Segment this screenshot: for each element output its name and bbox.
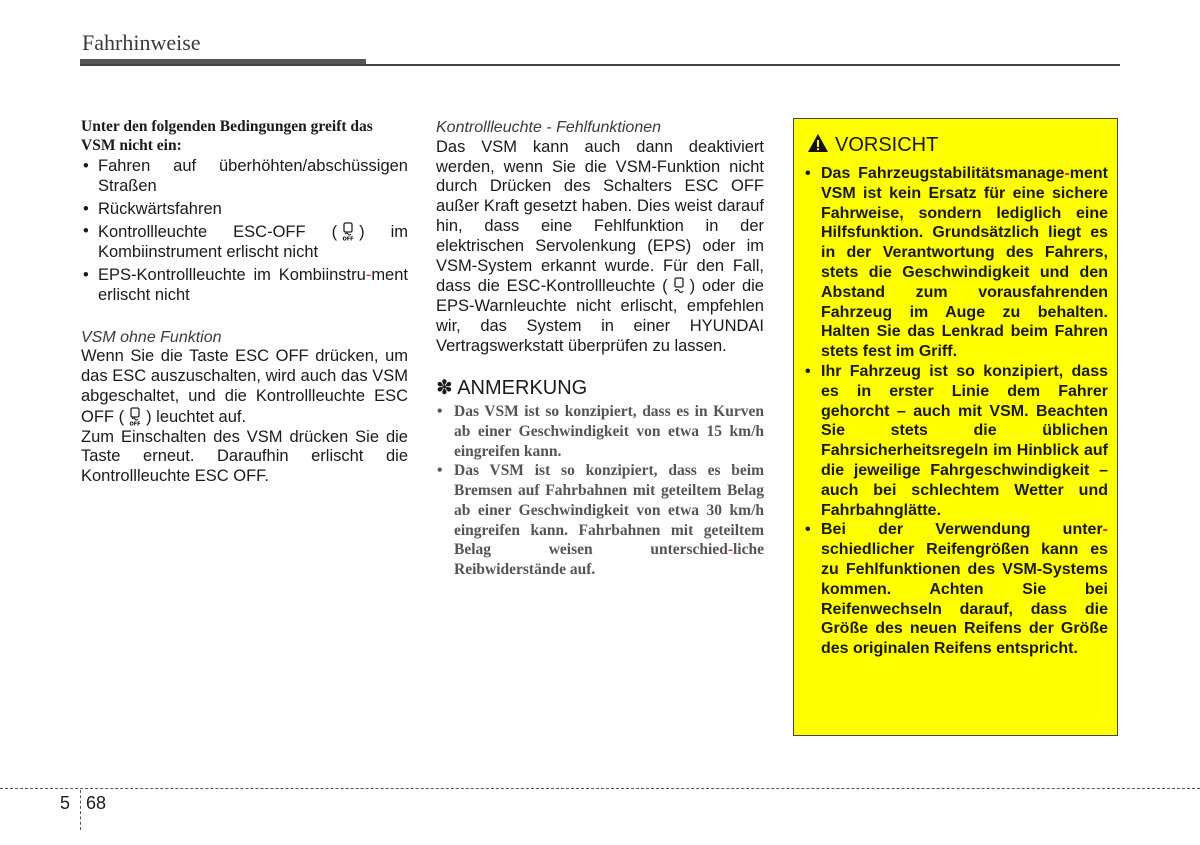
list-item xyxy=(81,222,408,263)
middle-column xyxy=(436,118,764,580)
note-text: Das VSM ist so konzipiert, dass es beim Bremsen auf Fahrbahnen mit geteiltem Belag ab einer Geschwindigkeit von etwa 30 km/h eingreifen kann. Fahrbahnen mit geteiltem Belag weisen unterschied xyxy=(454,462,764,559)
malfunction-text xyxy=(436,138,764,357)
warning-title xyxy=(807,133,938,157)
note-title xyxy=(436,376,764,399)
vsm-off-text-b: ) leuchtet auf. xyxy=(146,407,247,426)
conditions-intro: Unter den folgenden Bedingungen greift das VSM nicht ein: xyxy=(81,118,373,154)
page-title: Fahrhinweise xyxy=(82,30,201,55)
chapter-number: 5 xyxy=(60,793,71,813)
warning-text: Das Fahrzeugstabilitätsmanage xyxy=(821,165,1065,182)
warning-list xyxy=(804,164,1108,659)
hyphen-mark: - xyxy=(727,541,733,559)
vsm-off-text-a: Wenn Sie die Taste ESC OFF drücken, um das ESC auszuschalten, wird auch das VSM abgeschaltet, und die Kontrollleuchte ESC OFF ( xyxy=(81,347,408,426)
hyphen-mark: - xyxy=(1102,521,1108,539)
footer-separator xyxy=(80,790,81,830)
note-list xyxy=(436,402,764,579)
warning-box xyxy=(793,118,1118,736)
list-item: • Ihr Fahrzeug ist so konzipiert, dass es in erster Linie dem Fahrer gehorcht – auch mit VSM. Beachten Sie stets die üblichen Fahrsicherheitsregeln im Hinblick auf die jeweilige Fahrgeschwindigkeit – auch bei schlechtem Wetter und Fahrbahnglätte. xyxy=(804,362,1108,520)
esc-off-icon xyxy=(124,407,146,426)
footer-rule xyxy=(0,788,1200,789)
warning-triangle-icon xyxy=(807,133,829,153)
list-item: • Das VSM ist so konzipiert, dass es in Kurven ab einer Geschwindigkeit von etwa 15 km/h eingreifen kann. xyxy=(436,402,764,461)
malfunction-text-b: ) oder die EPS-Warnleuchte nicht erlischt, empfehlen wir, das System in einer HYUNDAI Vertragswerkstatt überprüfen zu lassen. xyxy=(436,277,764,355)
svg-text:OFF: OFF xyxy=(129,421,141,426)
list-item xyxy=(804,520,1108,659)
condition-text: Kontrollleuchte ESC-OFF ( xyxy=(98,223,338,242)
condition-text: ) im Kombiinstrument erlischt nicht xyxy=(98,223,408,262)
malfunction-text-a: Das VSM kann auch dann deaktiviert werden, wenn Sie die VSM-Funktion nicht durch Drücken des Schalters ESC OFF außer Kraft gesetzt haben. Dies weist darauf hin, dass eine Fehlfunktion in der elektrischen Servolenkung (EPS) oder im VSM-System erkannt wurde. Für den Fall, dass die ESC-Kontrollleuchte ( xyxy=(436,137,764,296)
warning-text: Bei der Verwendung unter xyxy=(821,521,1103,539)
note-symbol-icon: ✽ xyxy=(436,376,453,399)
esc-off-icon xyxy=(337,222,359,241)
esc-icon xyxy=(668,276,690,295)
vsm-off-heading: VSM ohne Funktion xyxy=(81,328,222,346)
conditions-list xyxy=(81,157,408,306)
left-column xyxy=(81,118,408,487)
condition-text: EPS-Kontrollleuchte im Kombiinstru xyxy=(98,265,366,284)
malfunction-heading: Kontrollleuchte - Fehlfunktionen xyxy=(436,119,662,136)
vsm-on-text: Zum Einschalten des VSM drücken Sie die Taste erneut. Daraufhin erlischt die Kontrollleuchte ESC OFF. xyxy=(81,427,408,486)
note-text: liche Reibwiderstände auf. xyxy=(454,541,764,578)
hyphen-mark: - xyxy=(365,265,372,284)
warning-text: schiedlicher Reifengrößen kann es zu Fehlfunktionen des VSM-Systems kommen. Achten Sie bei Reifenwechseln darauf, dass die Größe des neuen Reifens der Größe des originalen Reifens entspricht. xyxy=(821,541,1108,658)
condition-text: ment erlischt nicht xyxy=(98,265,408,304)
page-number: 68 xyxy=(86,793,107,813)
warning-title-text: VORSICHT xyxy=(835,134,939,156)
hyphen-mark: - xyxy=(1064,165,1070,182)
list-item: • Rückwärtsfahren xyxy=(81,200,408,220)
list-item xyxy=(81,266,408,306)
svg-text:OFF: OFF xyxy=(342,236,354,242)
note-title-text: ANMERKUNG xyxy=(457,376,588,399)
warning-text: ment VSM ist kein Ersatz für eine sichere Fahrweise, sondern lediglich eine Hilfsfunktion. Grundsätzlich liegt es in der Verantwortung des Fahrers, stets die Geschwindigkeit und den Abstand zum vorausfahrenden Fahrzeug im Auge zu behalten. Halten Sie das Lenkrad beim Fahren stets fest im Griff. xyxy=(821,165,1108,361)
list-item xyxy=(804,164,1108,362)
header-rule xyxy=(80,64,1120,66)
list-item xyxy=(436,461,764,579)
vsm-off-text xyxy=(81,347,408,427)
list-item: • Fahren auf überhöhten/abschüssigen Straßen xyxy=(81,157,408,197)
